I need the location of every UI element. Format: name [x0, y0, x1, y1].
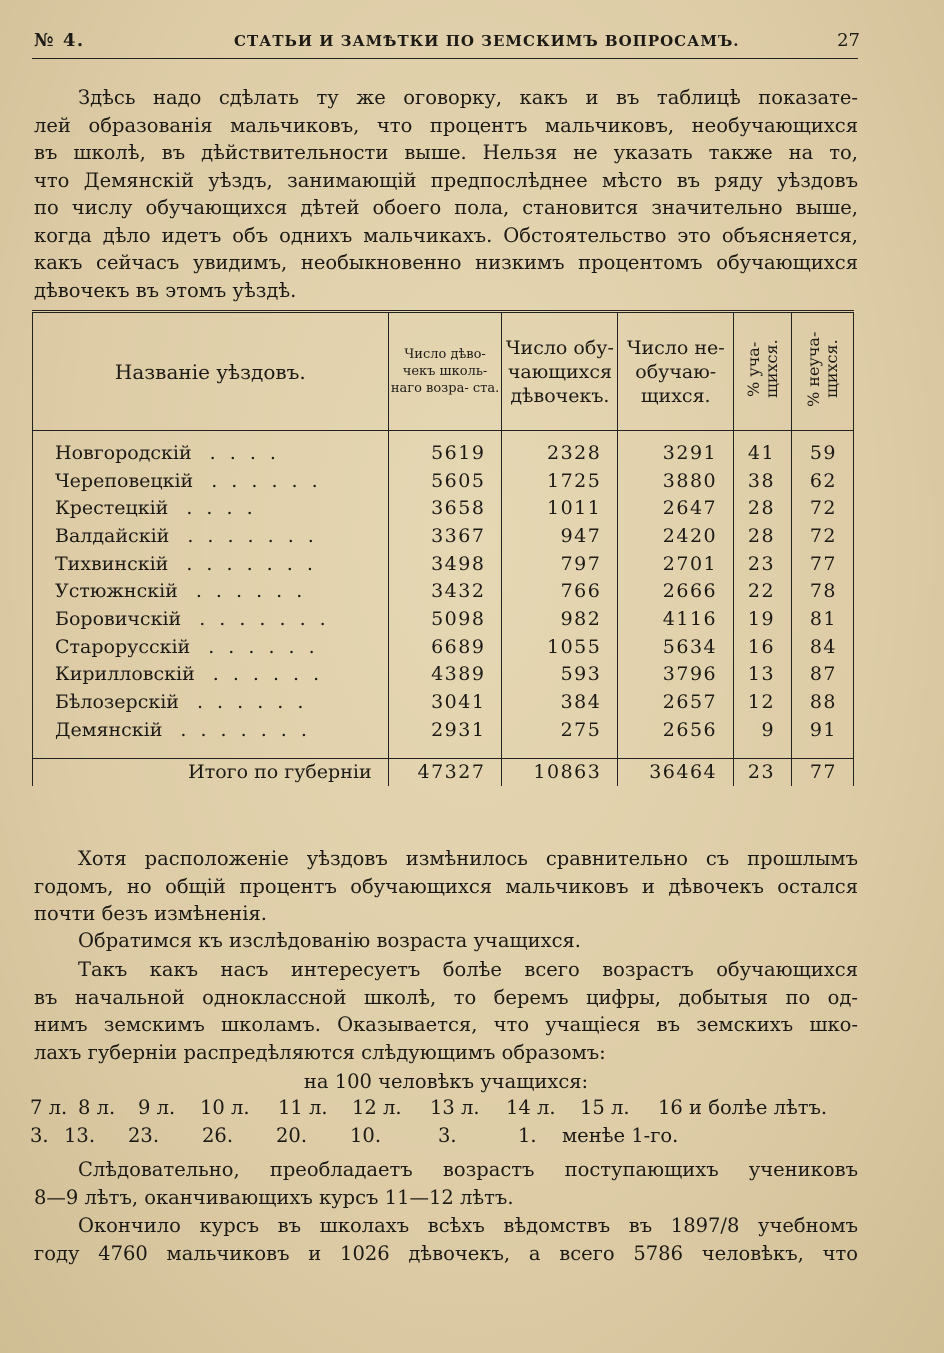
cell-pct-not: 77	[792, 550, 854, 578]
age-value: 10.	[350, 1124, 382, 1147]
total-learning: 10863	[502, 758, 618, 786]
district-table	[32, 310, 854, 786]
total-all: 47327	[388, 758, 502, 786]
district-label: Устюжнскій	[55, 580, 178, 603]
spacer-cell	[618, 744, 734, 759]
district-name	[33, 633, 389, 661]
table-row	[33, 550, 854, 578]
district-label: Крестецкій	[55, 497, 169, 520]
district-name	[33, 494, 389, 522]
district-name	[33, 577, 389, 605]
text-line: Хотя расположеніе уѣздовъ измѣнилось сравнительно съ прошлымъ	[78, 847, 858, 870]
text-line: какъ сейчасъ увидимъ, необыкновенно низкимъ процентомъ обучающихся	[34, 251, 858, 274]
table-row	[33, 467, 854, 495]
district-label: Бѣлозерскій	[55, 691, 179, 714]
age-label: 7 л.	[30, 1096, 68, 1119]
age-label: 14 л.	[506, 1096, 556, 1119]
spacer-cell	[388, 744, 502, 759]
district-label: Валдайскій	[55, 524, 170, 547]
cell-learning: 1725	[502, 467, 618, 495]
text-line: Обратимся къ изслѣдованію возраста учащихся.	[78, 929, 581, 952]
table-row	[33, 431, 854, 467]
age-label: 10 л.	[200, 1096, 250, 1119]
age-label: 12 л.	[352, 1096, 402, 1119]
district-label: Тихвинскій	[55, 552, 169, 575]
district-name	[33, 467, 389, 495]
cell-pct-not: 72	[792, 494, 854, 522]
age-intro-paragraph	[34, 927, 858, 955]
spacer-cell	[33, 744, 389, 759]
age-value: 1.	[518, 1124, 537, 1147]
district-name	[33, 550, 389, 578]
cell-not-learning: 3796	[618, 661, 734, 689]
text-line: Здѣсь надо сдѣлать ту же оговорку, какъ и въ таблицѣ показате-	[78, 86, 858, 109]
page-number: 27	[837, 30, 860, 51]
age-value: 23.	[128, 1124, 160, 1147]
cell-not-learning: 3291	[618, 431, 734, 467]
table-row	[33, 494, 854, 522]
cell-pct-learning: 28	[734, 494, 792, 522]
cell-not-learning: 2647	[618, 494, 734, 522]
cell-learning: 593	[502, 661, 618, 689]
cell-pct-not: 59	[792, 431, 854, 467]
spacer-cell	[734, 744, 792, 759]
cell-pct-not: 62	[792, 467, 854, 495]
text-line: въ школѣ, въ дѣйствительности выше. Нельзя не указать также на то,	[34, 141, 858, 164]
text-line: лахъ губерніи распредѣляются слѣдующимъ образомъ:	[34, 1040, 606, 1064]
district-label: Новгородскій	[55, 441, 192, 464]
age-value: менѣе 1-го.	[562, 1124, 679, 1147]
age-label: 15 л.	[580, 1096, 630, 1119]
text-line: въ начальной одноклассной школѣ, то беремъ цифры, добытыя по од-	[34, 985, 858, 1009]
district-name	[33, 661, 389, 689]
col-header-pct-learning-text: % уча- щихся.	[743, 339, 781, 399]
spacer-cell	[792, 744, 854, 759]
age-value: 3.	[30, 1124, 49, 1147]
table-row	[33, 716, 854, 744]
district-label: Старорусскій	[55, 635, 191, 658]
district-name	[33, 688, 389, 716]
text-line: Слѣдовательно, преобладаетъ возрастъ поступающихъ учениковъ	[78, 1158, 858, 1181]
text-line: 8—9 лѣтъ, оканчивающихъ курсъ 11—12 лѣтъ.	[34, 1185, 514, 1209]
header-rule	[32, 58, 858, 59]
leader-dots: . . . .	[209, 441, 280, 464]
cell-not-learning: 2666	[618, 577, 734, 605]
district-name	[33, 522, 389, 550]
table-row	[33, 522, 854, 550]
leader-dots: . . . . . .	[208, 635, 319, 658]
age-value: 20.	[276, 1124, 308, 1147]
cell-not-learning: 3880	[618, 467, 734, 495]
text-line: лей образованія мальчиковъ, что процентъ мальчиковъ, необучающихся	[34, 113, 858, 137]
cell-pct-learning: 38	[734, 467, 792, 495]
table-row	[33, 661, 854, 689]
district-name	[33, 605, 389, 633]
cell-total: 3432	[388, 577, 502, 605]
age-label: 16 и болѣе лѣтъ.	[658, 1096, 828, 1119]
age-label: 13 л.	[430, 1096, 480, 1119]
final-paragraph	[34, 1212, 858, 1267]
leader-dots: . . . .	[186, 497, 257, 520]
leader-dots: . . . . . . .	[180, 718, 311, 741]
district-label: Демянскій	[55, 718, 163, 741]
total-pct-learning: 23	[734, 758, 792, 786]
cell-learning: 1055	[502, 633, 618, 661]
cell-pct-not: 88	[792, 688, 854, 716]
cell-total: 6689	[388, 633, 502, 661]
cell-learning: 384	[502, 688, 618, 716]
table-header-row	[33, 312, 854, 431]
cell-pct-not: 84	[792, 633, 854, 661]
issue-number: № 4.	[34, 30, 85, 51]
cell-pct-learning: 16	[734, 633, 792, 661]
cell-total: 5098	[388, 605, 502, 633]
age-label: 11 л.	[278, 1096, 328, 1119]
total-not-learning: 36464	[618, 758, 734, 786]
total-pct-not: 77	[792, 758, 854, 786]
cell-total: 3498	[388, 550, 502, 578]
cell-not-learning: 5634	[618, 633, 734, 661]
cell-learning: 947	[502, 522, 618, 550]
cell-pct-not: 81	[792, 605, 854, 633]
cell-pct-learning: 28	[734, 522, 792, 550]
district-name	[33, 431, 389, 467]
text-line: когда дѣло идетъ объ однихъ мальчикахъ. Обстоятельство это объясняется,	[34, 223, 858, 247]
cell-total: 2931	[388, 716, 502, 744]
cell-total: 4389	[388, 661, 502, 689]
age-paragraph	[34, 956, 858, 1066]
cell-pct-learning: 23	[734, 550, 792, 578]
cell-pct-learning: 12	[734, 688, 792, 716]
district-label: Череповецкій	[55, 469, 194, 492]
cell-pct-not: 72	[792, 522, 854, 550]
district-label: Боровичскій	[55, 607, 182, 630]
text-line: по числу обучающихся дѣтей обоего пола, становится значительно выше,	[34, 196, 858, 219]
text-line: нимъ земскимъ школамъ. Оказывается, что учащіеся въ земскихъ шко-	[34, 1013, 858, 1036]
cell-pct-learning: 19	[734, 605, 792, 633]
cell-learning: 275	[502, 716, 618, 744]
leader-dots: . . . . . . .	[186, 552, 317, 575]
spacer-row	[33, 744, 854, 759]
cell-total: 3658	[388, 494, 502, 522]
table-row	[33, 605, 854, 633]
total-label: Итого по губерніи	[33, 758, 389, 786]
col-header-pct-learning	[734, 312, 792, 431]
cell-total: 5619	[388, 431, 502, 467]
cell-not-learning: 2657	[618, 688, 734, 716]
page-header	[34, 30, 860, 54]
text-line: почти безъ измѣненія.	[34, 902, 267, 925]
table-row	[33, 577, 854, 605]
age-caption	[34, 1068, 858, 1096]
cell-learning: 766	[502, 577, 618, 605]
col-header-pct-not	[792, 312, 854, 431]
cell-learning: 982	[502, 605, 618, 633]
age-value: 13.	[64, 1124, 96, 1147]
text-line: Такъ какъ насъ интересуетъ болѣе всего возрастъ обучающихся	[78, 958, 858, 981]
cell-total: 3367	[388, 522, 502, 550]
table-row	[33, 688, 854, 716]
cell-not-learning: 2701	[618, 550, 734, 578]
total-row	[33, 758, 854, 786]
text-line: дѣвочекъ въ этомъ уѣздѣ.	[34, 278, 297, 302]
text-line: годомъ, но общій процентъ обучающихся мальчиковъ и дѣвочекъ остался	[34, 874, 858, 898]
cell-learning: 2328	[502, 431, 618, 467]
cell-not-learning: 4116	[618, 605, 734, 633]
leader-dots: . . . . . . .	[199, 607, 330, 630]
spacer-cell	[502, 744, 618, 759]
table-row	[33, 633, 854, 661]
age-label: 8 л.	[78, 1096, 116, 1119]
cell-pct-learning: 9	[734, 716, 792, 744]
age-label: 9 л.	[138, 1096, 176, 1119]
after-table-paragraph	[34, 845, 858, 928]
text-line: что Демянскій уѣздъ, занимающій предпослѣднее мѣсто въ ряду уѣздовъ	[34, 168, 858, 192]
leader-dots: . . . . . .	[195, 580, 307, 603]
col-header-learning: Число обу- чающихся дѣвочекъ.	[502, 312, 618, 431]
age-caption-text: на 100 человѣкъ учащихся:	[303, 1070, 589, 1093]
col-header-name: Названіе уѣздовъ.	[33, 312, 389, 431]
cell-total: 3041	[388, 688, 502, 716]
leader-dots: . . . . . . .	[187, 524, 318, 547]
leader-dots: . . . . . .	[196, 691, 308, 714]
text-line: Окончило курсъ въ школахъ всѣхъ вѣдомствъ въ 1897/8 учебномъ	[78, 1214, 858, 1237]
district-label: Кирилловскій	[55, 663, 195, 686]
cell-total: 5605	[388, 467, 502, 495]
leader-dots: . . . . . .	[211, 469, 322, 492]
age-value: 26.	[202, 1124, 234, 1147]
cell-learning: 1011	[502, 494, 618, 522]
cell-not-learning: 2420	[618, 522, 734, 550]
cell-pct-learning: 22	[734, 577, 792, 605]
cell-pct-learning: 13	[734, 661, 792, 689]
intro-paragraph	[34, 84, 858, 304]
cell-pct-not: 87	[792, 661, 854, 689]
conclusion-paragraph	[34, 1156, 858, 1211]
cell-pct-not: 78	[792, 577, 854, 605]
cell-learning: 797	[502, 550, 618, 578]
col-header-total: Число дѣво- чекъ школь- наго возра- ста.	[388, 312, 502, 431]
cell-pct-not: 91	[792, 716, 854, 744]
leader-dots: . . . . . .	[212, 663, 324, 686]
running-title: СТАТЬИ И ЗАМѢТКИ ПО ЗЕМСКИМЪ ВОПРОСАМЪ.	[234, 32, 740, 50]
text-line: году 4760 мальчиковъ и 1026 дѣвочекъ, а всего 5786 человѣкъ, что	[34, 1241, 858, 1265]
district-name	[33, 716, 389, 744]
col-header-not-learning: Число не- обучаю- щихся.	[618, 312, 734, 431]
cell-not-learning: 2656	[618, 716, 734, 744]
col-header-pct-not-text: % неуча- щихся.	[803, 331, 841, 407]
cell-pct-learning: 41	[734, 431, 792, 467]
age-value: 3.	[438, 1124, 457, 1147]
